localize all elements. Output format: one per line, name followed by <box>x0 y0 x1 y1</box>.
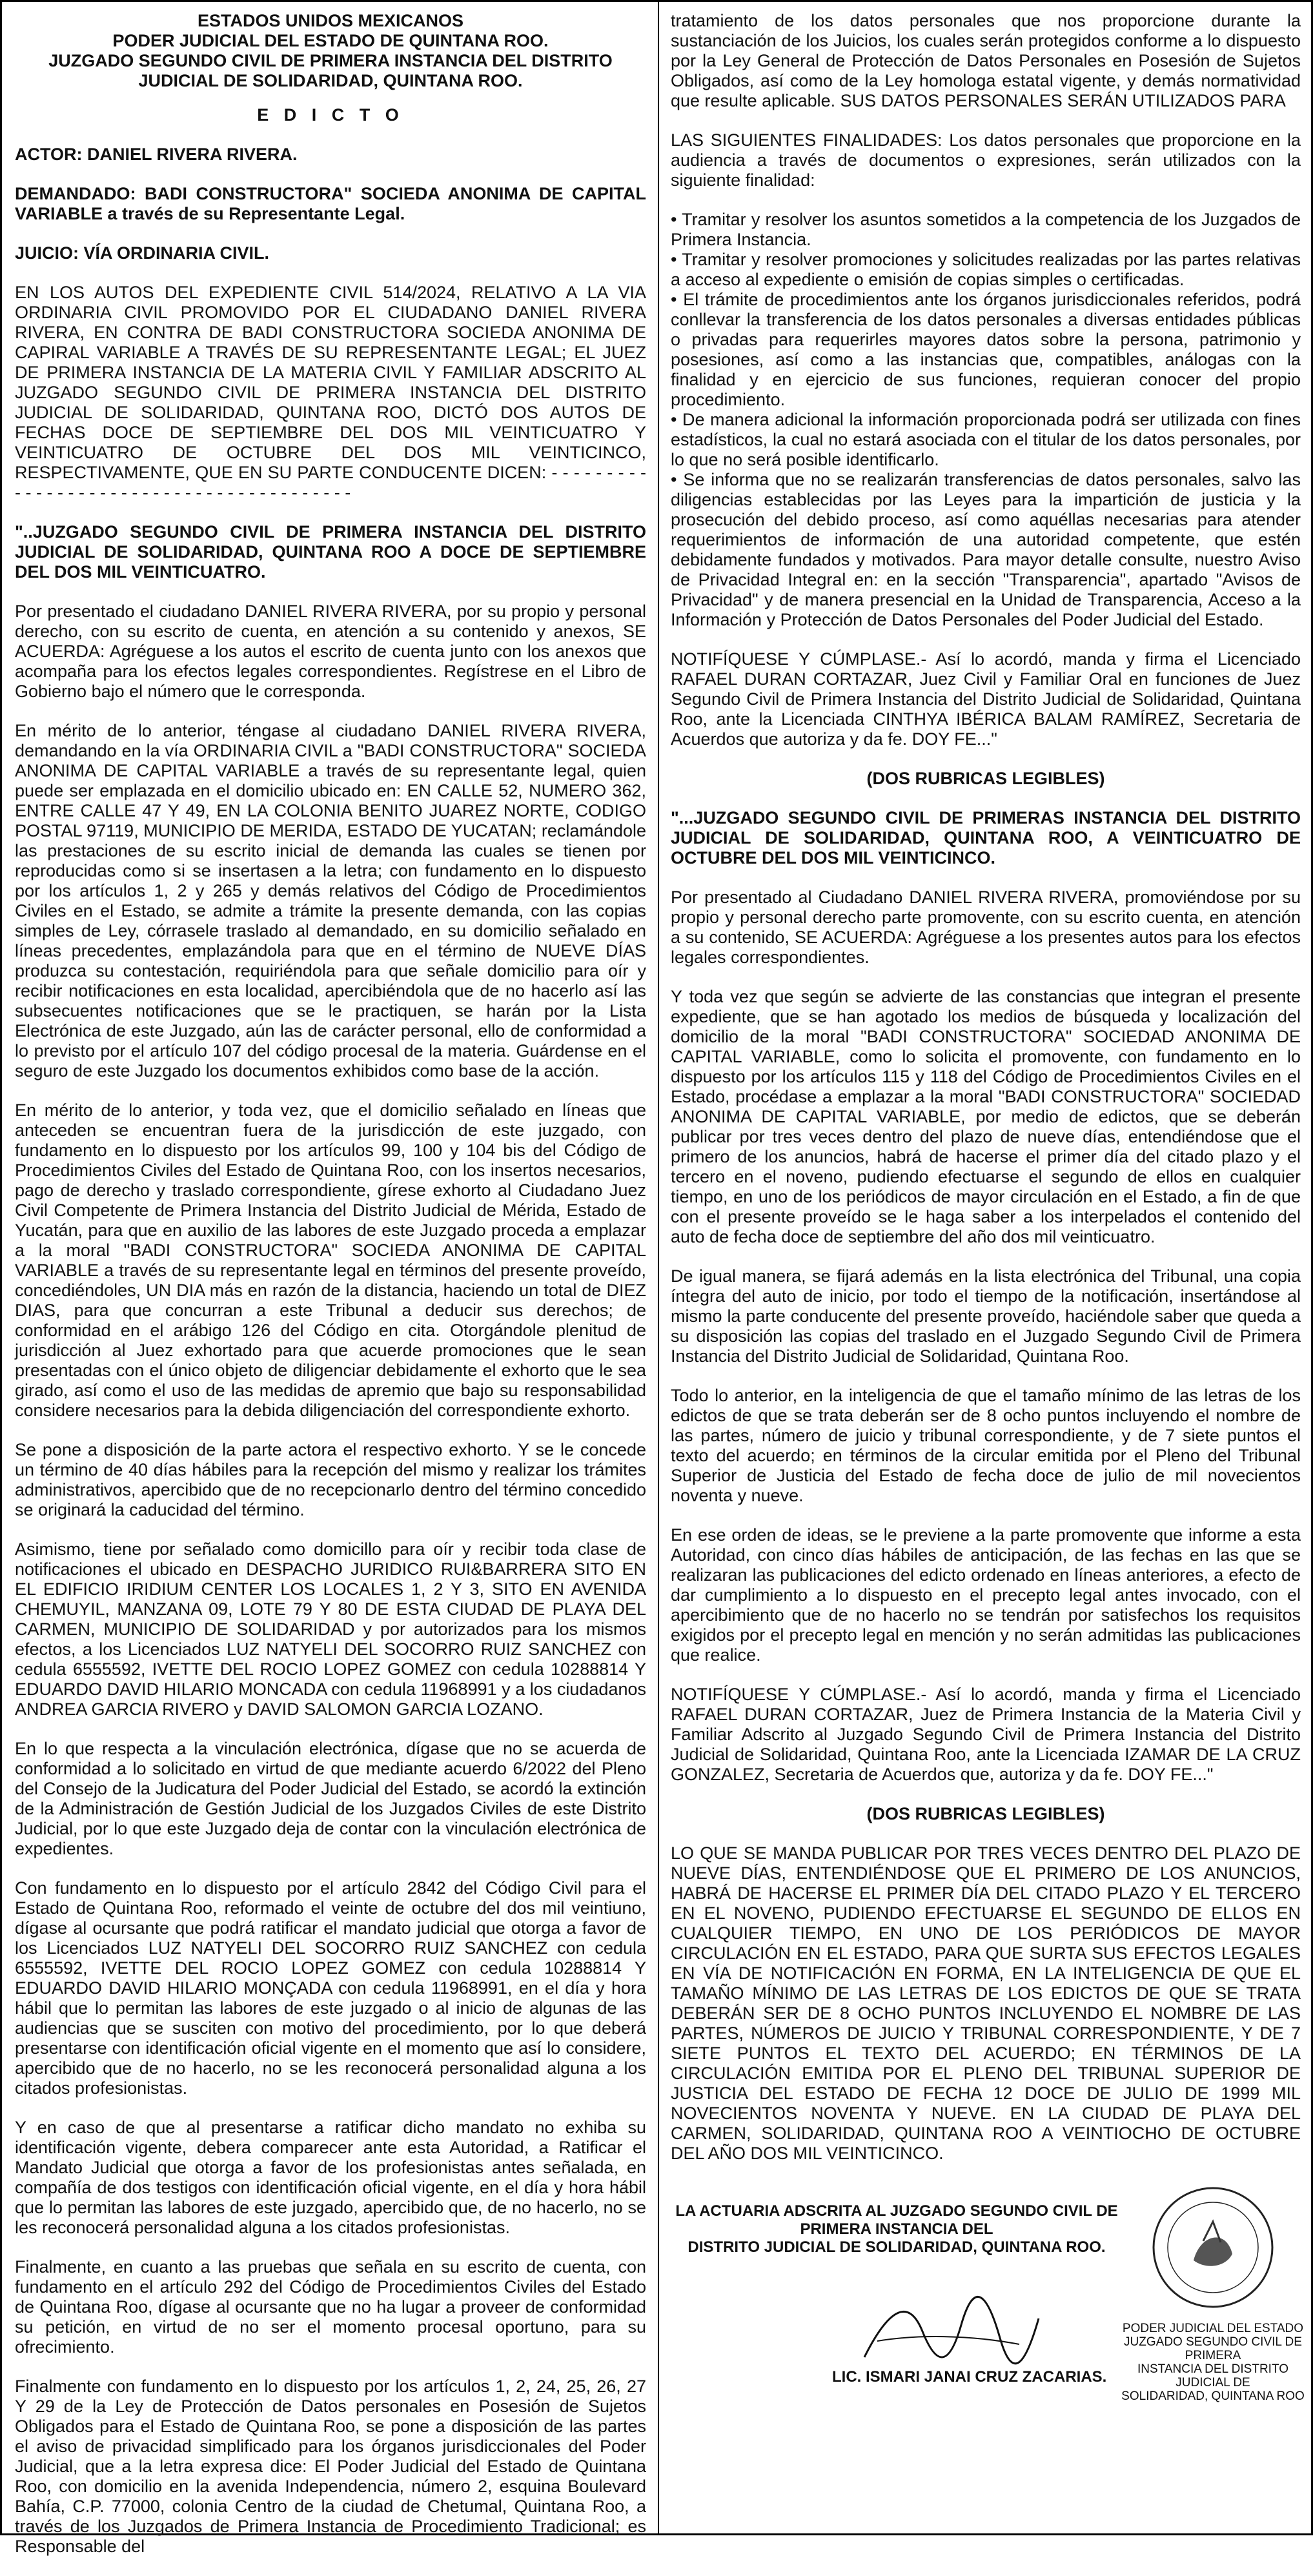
paragraph-finalidades: LAS SIGUIENTES FINALIDADES: Los datos personales que proporcione en la audiencia a través de documentos o expresiones, serán utilizados con la siguiente finalidad: <box>671 130 1301 190</box>
paragraph-pruebas: Finalmente, en cuanto a las pruebas que señala en su escrito de cuenta, con fundamento en el artículo 292 del Código de Procedimientos Civiles del Estado de Quintana Roo, dígase al ocursante que no ha lugar a proveer de conformidad su petición, en virtud de no ser el momento procesal oportuno, para su ofrecimiento. <box>15 2257 646 2357</box>
seal-icon <box>1148 2183 1277 2312</box>
paragraph-privacidad: Finalmente con fundamento en lo dispuesto por los artículos 1, 2, 24, 25, 26, 27 Y 29 de la Ley de Protección de Datos personales en Posesión de Sujetos Obligados para el Estado de Quintana Roo, se pone a disposición de las partes el aviso de privacidad simplificado para los órganos jurisdiccionales del Poder Judicial, que a la letra expresa dice: El Poder Judicial del Estado de Quintana Roo, con domicilio en la avenida Independencia, número 2, esquina Boulevard Bahía, C.P. 77000, colonia Centro de la ciudad de Chetumal, Quintana Roo, a través de los Juzgados de Primera Instancia de Procedimiento Tradicional; es Responsable del <box>15 2377 646 2556</box>
paragraph-demanda: En mérito de lo anterior, téngase al ciudadano DANIEL RIVERA RIVERA, demandando en la vía ORDINARIA CIVIL a "BADI CONSTRUCTORA" SOCIEDA ANONIMA DE CAPITAL VARIABLE a través de su representante legal, quien puede ser emplazada en el domicilio ubicado en: EN CALLE 52, NUMERO 362, ENTRE CALLE 47 Y 49, EN LA COLONIA BENITO JUAREZ NORTE, CODIGO POSTAL 97119, MUNICIPIO DE MERIDA, ESTADO DE YUCATAN; reclamándole las prestaciones de su escrito inicial de demanda las cuales se tienen por reproducidas como si se insertasen a la letra; con fundamento en lo dispuesto por los artículos 1, 2 y 265 y demás relativos del Código de Procedimientos Civiles en el Estado, se admite a trámite la presente demanda, con las copias simples de Ley, córrasele traslado al demandado, en su domicilio señalado en líneas precedentes, emplazándola para que en el término de NUEVE DÍAS produzca su contestación, requiriéndola para que señale domicilio para oír y recibir notificaciones en esta localidad, apercibiéndola que de no hacerlo así las subsecuentes notificaciones que se le practiquen, se harán por la Lista Electrónica de este Juzgado, aún las de carácter personal, ello de conformidad a lo previsto por el artículo 107 del código procesal de la materia. Guárdense en el seguro de este Juzgado los documentos exhibidos como base de la acción. <box>15 721 646 1080</box>
paragraph-notifiquese-1: NOTIFÍQUESE Y CÚMPLASE.- Así lo acordó, manda y firma el Licenciado RAFAEL DURAN CORTAZAR, Juez Civil y Familiar Oral en funciones de Juez Segundo Civil de Primera Instancia del Distrito Judicial de Solidaridad, Quintana Roo, ante la Licenciada CINTHYA IBÉRICA BALAM RAMÍREZ, Secretaria de Acuerdos que autoriza y da fe. DOY FE..." <box>671 649 1301 749</box>
right-column <box>671 11 1305 2403</box>
paragraph-domicilio: Asimismo, tiene por señalado como domicillo para oír y recibir toda clase de notificaciones el ubicado en DESPACHO JURIDICO RUI&BARRERA SITO EN EL EDIFICIO IRIDIUM CENTER LOS LOCALES 1, 2 Y 3, SITO EN AVENIDA CHEMUYIL, MANZANA 09, LOTE 79 Y 80 DE ESTA CIUDAD DE PLAYA DEL CARMEN, MUNICIPIO DE SOLIDARIDAD y por autorizados para los mismos efectos, a los Licenciados LUZ NATYELI DEL SOCORRO RUIZ SANCHEZ con cedula 6555592, IVETTE DEL ROCIO LOPEZ GOMEZ con cedula 10288814 Y EDUARDO DAVID HILARIO MONCADA con cedula 11968991 y a los ciudadanos ANDREA GARCIA RIVERO y DAVID SALOMON GARCIA LOZANO. <box>15 1539 646 1719</box>
demandado-line: DEMANDADO: BADI CONSTRUCTORA" SOCIEDA ANONIMA DE CAPITAL VARIABLE a través de su Representante Legal. <box>15 184 646 223</box>
paragraph-tamano-letras: Todo lo anterior, en la inteligencia de que el tamaño mínimo de las letras de los edictos de que se trata deberán ser de 8 ocho puntos incluyendo el nombre de las partes, número de juicio y tribunal correspondiente, y de 7 siete puntos el texto del acuerdo; en términos de la circular emitida por el Pleno del Tribunal Superior de Justicia del Estado de fecha doce de julio de mil novecientos noventa y nueve. <box>671 1386 1301 1505</box>
paragraph-edictos: Y toda vez que según se advierte de las constancias que integran el presente expediente, que se han agotado los medios de búsqueda y localización del domicilio de la moral "BADI CONSTRUCTORA" SOCIEDAD ANONIMA DE CAPITAL VARIABLE, como lo solicita el promovente, con fundamento en lo dispuesto por los artículos 115 y 118 del Código de Procedimientos Civiles en el Estado, procédase a emplazar a la moral "BADI CONSTRUCTORA" SOCIEDAD ANONIMA DE CAPITAL VARIABLE, por medio de edictos, que se deberán publicar por tres veces dentro del plazo de nueve días, entendiéndose que el primero de los anuncios, habrá de hacerse el primer día del citado plazo y el tercero en el noveno, pudiendo efectuarse el segundo de ellos en cualquier tiempo, en uno de los periódicos de mayor circulación en el Estado, a fin de que con el presente proveído se le haga saber a los interpelados el contenido del auto de fecha doce de septiembre del año dos mil veinticuatro. <box>671 987 1301 1246</box>
edicto-title: E D I C T O <box>257 105 404 125</box>
signer-name: LIC. ISMARI JANAI CRUZ ZACARIAS. <box>832 2368 1107 2386</box>
paragraph-publicar: LO QUE SE MANDA PUBLICAR POR TRES VECES DENTRO DEL PLAZO DE NUEVE DÍAS, ENTENDIÉNDOSE QUE EL PRIMERO DE LOS ANUNCIOS, HABRÁ DE HACERSE EL PRIMER DÍA DEL CITADO PLAZO Y EL TERCERO EN EL NOVENO, PUDIENDO EFECTUARSE EL SEGUNDO DE ELLOS EN CUALQUIER TIEMPO, EN UNO DE LOS PERIÓDICOS DE MAYOR CIRCULACIÓN EN EL ESTADO, PARA QUE SURTA SUS EFECTOS LEGALES EN VÍA DE NOTIFICACIÓN EN FORMA, EN LA INTELIGENCIA DE QUE EL TAMAÑO MÍNIMO DE LAS LETRAS DE LOS EDICTOS DE QUE SE TRATA DEBERÁN SER DE 8 OCHO PUNTOS INCLUYENDO EL NOMBRE DE LAS PARTES, NÚMEROS DE JUICIO Y TRIBUNAL CORRESPONDIENTE, Y DE 7 SIETE PUNTOS EL TEXTO DEL ACUERDO; EN TÉRMINOS DE LA CIRCULACIÓN EMITIDA POR EL PLENO DEL TRIBUNAL SUPERIOR DE JUSTICIA DEL ESTADO DE FECHA 12 DOCE DE JULIO DE 1999 MIL NOVECIENTOS NOVENTA Y NUEVE. EN LA CIUDAD DE PLAYA DEL CARMEN, SOLIDARIDAD, QUINTANA ROO A VEINTIOCHO DE OCTUBRE DEL AÑO DOS MIL VEINTICINCO. <box>671 1843 1301 2163</box>
rubricas-1: (DOS RUBRICAS LEGIBLES) <box>866 769 1105 788</box>
paragraph-juzgado-heading-2: "...JUZGADO SEGUNDO CIVIL DE PRIMERAS INSTANCIA DEL DISTRITO JUDICIAL DE SOLIDARIDAD, QUINTANA ROO, A VEINTICUATRO DE OCTUBRE DEL DOS MIL VEINTICINCO. <box>671 808 1301 867</box>
paragraph-lista-electronica: De igual manera, se fijará además en la lista electrónica del Tribunal, una copia íntegra del auto de inicio, por todo el tiempo de la notificación, insertándose al mismo la parte conducente del presente proveído, haciéndole saber que queda a su disposición las copias del traslado en el Juzgado Segundo Civil de Primera Instancia del Distrito Judicial de Solidaridad, Quintana Roo. <box>671 1266 1301 1366</box>
paragraph-exhorto: En mérito de lo anterior, y toda vez, que el domicilio señalado en líneas que anteceden se encuentran fuera de la jurisdicción de este juzgado, con fundamento en lo dispuesto por los artículos 99, 100 y 104 bis del Código de Procedimientos Civiles del Estado de Quintana Roo, con los insertos necesarios, pago de derecho y traslado correspondiente, gírese exhorto al Ciudadano Juez Civil Competente de Primera Instancia del Distrito Judicial de Mérida, Estado de Yucatán, para que en auxilio de las labores de este Juzgado proceda a emplazar a la moral "BADI CONSTRUCTORA" SOCIEDA ANONIMA DE CAPITAL VARIABLE a través de su representante legal en términos del presente proveído, concediéndoles, UN DIA más en razón de la distancia, haciendo un total de DIEZ DIAS, para que concurran a este Tribunal a deducir sus derechos; de conformidad en el arábigo 126 del Código en cita. Otorgándole plenitud de jurisdicción al Juez exhortado para que acuerde promociones que le sean presentadas con el único objeto de diligenciar debidamente el exhorto que le sea girado, así como el uso de las medidas de apremio que bajo su responsabilidad considere necesarios para la debida diligenciación del correspondiente exhorto. <box>15 1100 646 1420</box>
rubricas-2: (DOS RUBRICAS LEGIBLES) <box>866 1804 1105 1823</box>
seal-organization: PODER JUDICIAL DEL ESTADO JUZGADO SEGUNDO CIVIL DE PRIMERA INSTANCIA DEL DISTRITO JUDICIAL DE SOLIDARIDAD, QUINTANA ROO <box>1121 2322 1305 2403</box>
list-item: • Tramitar y resolver los asuntos sometidos a la competencia de los Juzgados de Primera Instancia. <box>671 210 1301 249</box>
paragraph-mandato: Con fundamento en lo dispuesto por el artículo 2842 del Código Civil para el Estado de Quintana Roo, reformado el veinte de octubre del dos mil veintiuno, dígase al ocursante que podrá ratificar el mandato judicial que otorga a favor de los Licenciados LUZ NATYELI DEL SOCORRO RUIZ SANCHEZ con cedula 6555592, IVETTE DEL ROCIO LOPEZ GOMEZ con cedula 10288814 Y EDUARDO DAVID HILARIO MONÇADA con cedula 11968991, en el día y hora hábil que lo permitan las labores de este juzgado o al inicio de algunas de las audiencias que se susciten con motivo del procedimiento, por lo que deberá presentarse con identificación oficial vigente en el momento que así lo considere, apercibido que de no hacerlo, no se les reconocerá personalidad alguna a los citados profesionistas. <box>15 1878 646 2098</box>
paragraph-vinculacion: En lo que respecta a la vinculación electrónica, dígase que no se acuerda de conformidad a lo solicitado en virtud de que mediante acuerdo 6/2022 del Pleno del Consejo de la Judicatura del Poder Judicial del Estado, se acordó la extinción de la Administración de Gestión Judicial de los Juzgados Civiles de este Distrito Judicial, por lo que este Juzgado deja de contar con la vinculación electrónica de expedientes. <box>15 1739 646 1858</box>
actor-line: ACTOR: DANIEL RIVERA RIVERA. <box>15 145 298 164</box>
header-line-1: ESTADOS UNIDOS MEXICANOS <box>197 11 464 30</box>
paragraph-tratamiento: tratamiento de los datos personales que nos proporcione durante la sustanciación de los Juicios, los cuales serán protegidos conforme a lo dispuesto por la Ley General de Protección de Datos Personales en Posesión de Sujetos Obligados, así como de la Ley homologa estatal vigente, y demás normatividad que resulte aplicable. SUS DATOS PERSONALES SERÁN UTILIZADOS PARA <box>671 11 1301 110</box>
left-column <box>15 11 646 2576</box>
paragraph-disposicion: Se pone a disposición de la parte actora el respectivo exhorto. Y se le concede un término de 40 días hábiles para la recepción del mismo y realizar los trámites administrativos, apercibido que de no recepcionarlo dentro del término concedido se originará la caducidad del término. <box>15 1440 646 1519</box>
header-line-3: JUZGADO SEGUNDO CIVIL DE PRIMERA INSTANCIA DEL DISTRITO <box>48 51 613 70</box>
list-item: • El trámite de procedimientos ante los órganos jurisdiccionales referidos, podrá conllevar la transferencia de los datos personales a diversas entidades públicas o privadas para requerirles mayores datos sobre la persona, patrimonio y posesiones, así como a las instancias que, compatibles, análogas con la finalidad y en ejercicio de sus funciones, requieran conocer del propio procedimiento. <box>671 290 1301 409</box>
paragraph-presentado-2: Por presentado al Ciudadano DANIEL RIVERA RIVERA, promoviéndose por su propio y personal derecho parte promovente, con su escrito cuenta, en atención a su contenido, SE ACUERDA: Agréguese a los presentes autos para los efectos legales correspondientes. <box>671 887 1301 967</box>
column-divider <box>658 2 659 2533</box>
header-line-4: JUDICIAL DE SOLIDARIDAD, QUINTANA ROO. <box>138 71 523 90</box>
paragraph-notifiquese-2: NOTIFÍQUESE Y CÚMPLASE.- Así lo acordó, manda y firma el Licenciado RAFAEL DURAN CORTAZAR, Juez de Primera Instancia de la Materia Civil y Familiar Adscrito al Juzgado Segundo Civil de Primera Instancia del Distrito Judicial de Solidaridad, Quintana Roo, ante la Licenciada IZAMAR DE LA CRUZ GONZALEZ, Secretaria de Acuerdos que, autoriza y da fe. DOY FE..." <box>671 1685 1301 1784</box>
signature-block <box>671 2183 1305 2403</box>
paragraph-expediente: EN LOS AUTOS DEL EXPEDIENTE CIVIL 514/2024, RELATIVO A LA VIA ORDINARIA CIVIL PROMOVIDO POR EL CIUDADANO DANIEL RIVERA RIVERA, EN CONTRA DE BADI CONSTRUCTORA SOCIEDA ANONIMA DE CAPIRAL VARIABLE A TRAVÉS DE SU REPRESENTANTE LEGAL; EL JUEZ DE PRIMERA INSTANCIA DE LA MATERIA CIVIL Y FAMILIAR ADSCRITO AL JUZGADO SEGUNDO CIVIL DE PRIMERA INSTANCIA DEL DISTRITO JUDICIAL DE SOLIDARIDAD, QUINTANA ROO, DICTÓ DOS AUTOS DE FECHAS DOCE DE SEPTIEMBRE DEL DOS MIL VEINTICUATRO Y VEINTICUATRO DE OCTUBRE DEL DOS MIL VEINTICINCO, RESPECTIVAMENTE, QUE EN SU PARTE CONDUCENTE DICEN: - - - - - - - - - - - - - - - - - - - - - - - - - - - - - - - - - - - - - - - - - <box>15 283 646 502</box>
list-item: • De manera adicional la información proporcionada podrá ser utilizada con fines estadísticos, la cual no estará asociada con el titular de los datos personales, por lo que no será posible identificarlo. <box>671 410 1301 469</box>
juicio-line: JUICIO: VÍA ORDINARIA CIVIL. <box>15 243 270 263</box>
document-header <box>15 11 646 91</box>
handwritten-signature <box>851 2280 1045 2377</box>
paragraph-previene: En ese orden de ideas, se le previene a la parte promovente que informe a esta Autoridad, con cinco días hábiles de anticipación, de las fechas en las que se realizaran las publicaciones del edicto ordenado en líneas anteriores, a efecto de dar cumplimiento a lo dispuesto en el precepto legal antes invocado, con el apercibimiento que de no hacerlo no se tendrán por satisfechos los requisitos exigidos por el precepto legal en mención y no serán admitidas las publicaciones que realice. <box>671 1525 1301 1665</box>
paragraph-ratificar: Y en caso de que al presentarse a ratificar dicho mandato no exhiba su identificación vigente, debera comparecer ante esta Autoridad, a Ratificar el Mandato Judicial que otorga a favor de los profesionistas antes señalada, en compañía de dos testigos con identificación oficial vigente, en el día y hora hábil que lo permitan las labores de este juzgado, apercibido que, de no hacerlo, no se les reconocerá personalidad alguna a los citados profesionistas. <box>15 2118 646 2237</box>
list-item: • Se informa que no se realizarán transferencias de datos personales, salvo las diligencias establecidas por las Leyes para la impartición de justicia y la prosecución del debido proceso, así como aquéllas necesarias para atender requerimientos de información de una autoridad competente, que estén debidamente fundados y motivados. Para mayor detalle consulte, nuestro Aviso de Privacidad Integral en: en la sección "Transparencia", apartado "Avisos de Privacidad" y de manera presencial en la Unidad de Transparencia, Acceso a la Información y Protección de Datos Personales del Poder Judicial del Estado. <box>671 470 1301 629</box>
finalidades-list <box>671 210 1301 630</box>
list-item: • Tramitar y resolver promociones y solicitudes realizadas por las partes relativas a acceso al expediente o emisión de copias simples o certificadas. <box>671 250 1301 289</box>
header-line-2: PODER JUDICIAL DEL ESTADO DE QUINTANA ROO. <box>112 31 549 50</box>
paragraph-juzgado-heading: "..JUZGADO SEGUNDO CIVIL DE PRIMERA INSTANCIA DEL DISTRITO JUDICIAL DE SOLIDARIDAD, QUINTANA ROO A DOCE DE SEPTIEMBRE DEL DOS MIL VEINTICUATRO. <box>15 522 646 582</box>
signature-title: LA ACTUARIA ADSCRITA AL JUZGADO SEGUNDO CIVIL DE PRIMERA INSTANCIA DEL DISTRITO JUDICIAL DE SOLIDARIDAD, QUINTANA ROO. <box>675 2202 1118 2256</box>
paragraph-presentado: Por presentado el ciudadano DANIEL RIVERA RIVERA, por su propio y personal derecho, con su escrito de cuenta, en atención a su contenido y anexos, SE ACUERDA: Agréguese a los autos el escrito de cuenta junto con los anexos que acompaña para los efectos legales correspondientes. Regístrese en el Libro de Gobierno bajo el número que le corresponda. <box>15 602 646 701</box>
